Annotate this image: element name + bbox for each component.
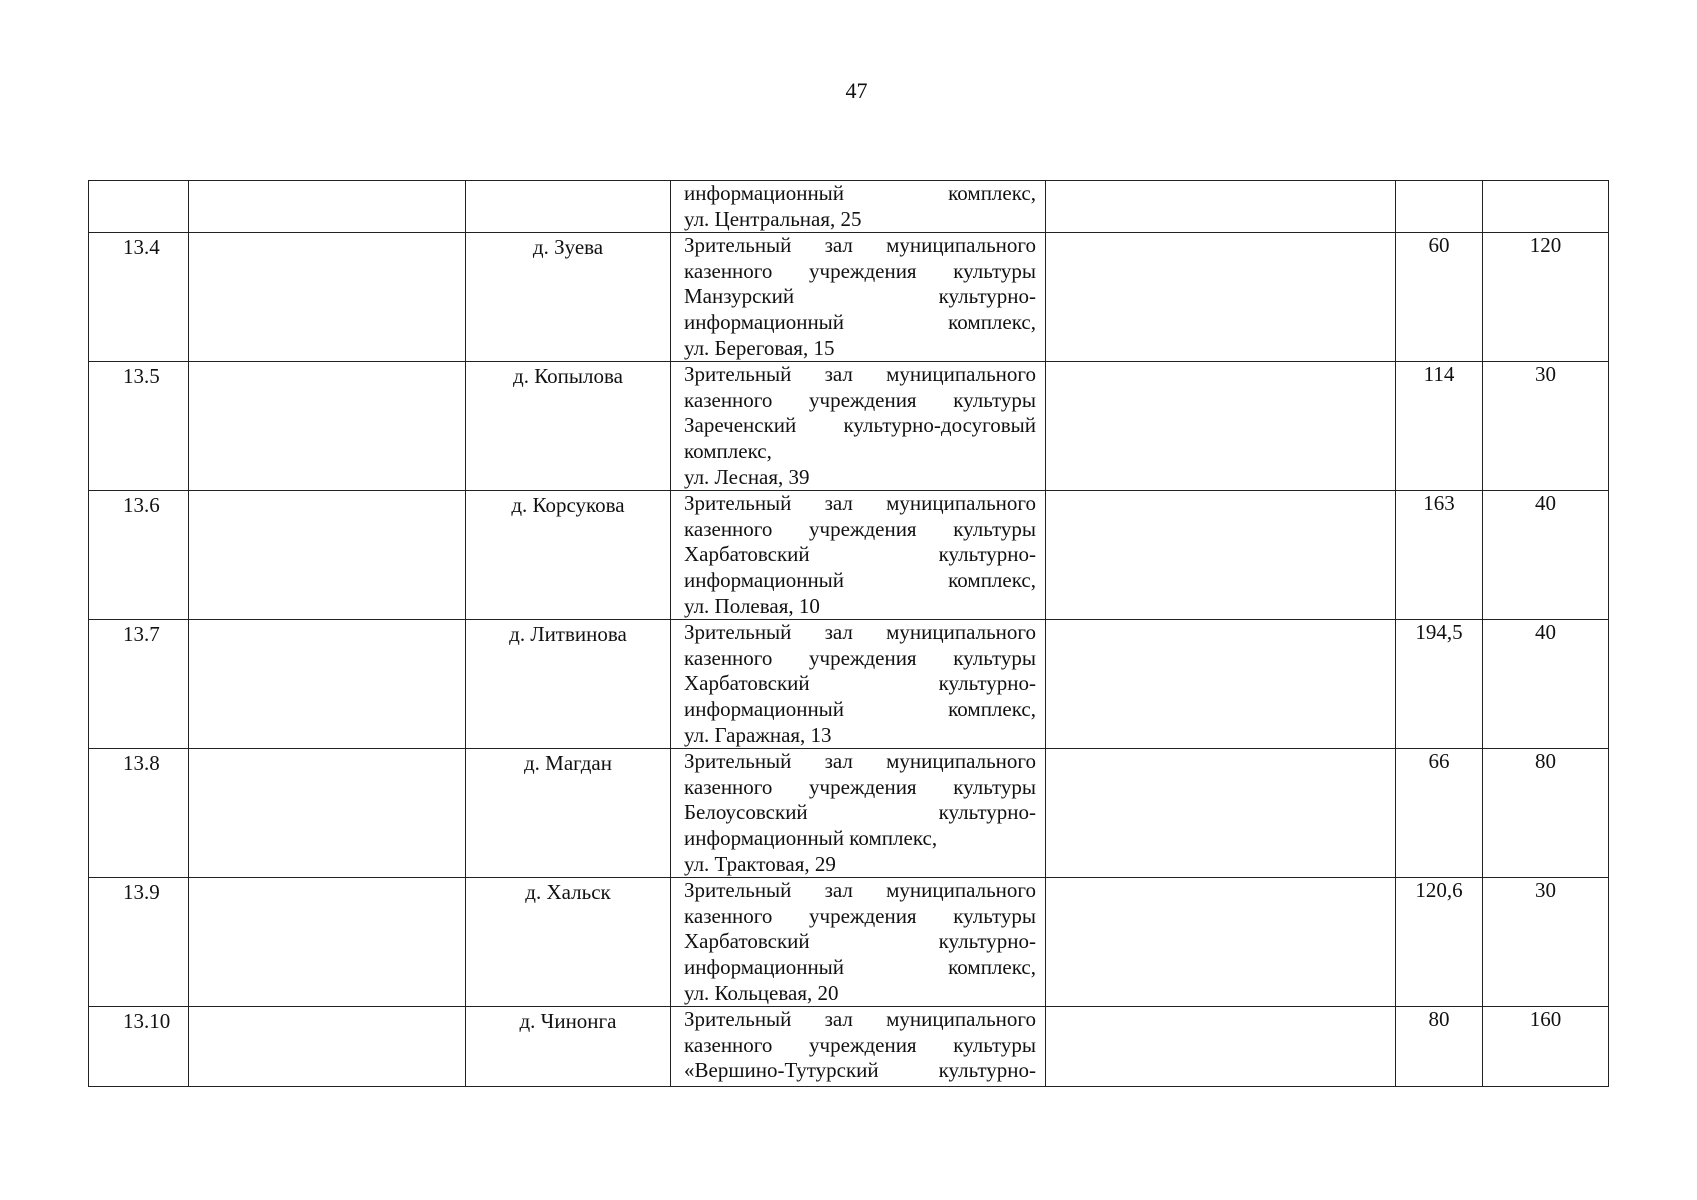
description-line: казенного учреждения культуры xyxy=(684,774,1036,799)
empty-cell xyxy=(189,233,466,362)
table-row xyxy=(89,620,1609,749)
area-value: 163 xyxy=(1396,491,1483,620)
row-number: 13.8 xyxy=(89,749,189,878)
description-line: Харбатовский культурно- xyxy=(684,929,1036,954)
description-line: Харбатовский культурно- xyxy=(684,671,1036,696)
empty-cell xyxy=(189,181,466,233)
description-line: Харбатовский культурно- xyxy=(684,542,1036,567)
seats-value: 40 xyxy=(1483,491,1609,620)
empty-cell xyxy=(1046,878,1396,1007)
description-line: ул. Полевая, 10 xyxy=(684,593,820,618)
empty-cell xyxy=(1046,1007,1396,1087)
seats-value: 80 xyxy=(1483,749,1609,878)
page-number: 47 xyxy=(845,78,868,103)
empty-cell xyxy=(189,1007,466,1087)
table-row xyxy=(89,362,1609,491)
empty-cell xyxy=(189,491,466,620)
row-number: 13.7 xyxy=(89,620,189,749)
description-line: ул. Гаражная, 13 xyxy=(684,722,832,747)
seats-value: 40 xyxy=(1483,620,1609,749)
table-row xyxy=(89,1007,1609,1087)
facility-description xyxy=(671,620,1046,749)
settlement-name: д. Зуева xyxy=(466,233,671,362)
settlement-name xyxy=(466,181,671,233)
row-number: 13.4 xyxy=(89,233,189,362)
description-line: «Вершино-Тутурский культурно- xyxy=(684,1058,1036,1083)
description-line: информационный комплекс, xyxy=(684,181,1036,205)
description-line: казенного учреждения культуры xyxy=(684,645,1036,670)
table-row xyxy=(89,749,1609,878)
settlement-name: д. Корсукова xyxy=(466,491,671,620)
table-row xyxy=(89,491,1609,620)
row-number: 13.9 xyxy=(89,878,189,1007)
description-line: казенного учреждения культуры xyxy=(684,387,1036,412)
description-line: Зрительный зал муниципального xyxy=(684,491,1036,516)
area-value: 114 xyxy=(1396,362,1483,491)
settlement-name: д. Хальск xyxy=(466,878,671,1007)
facility-description xyxy=(671,233,1046,362)
description-line: информационный комплекс, xyxy=(684,825,938,850)
area-value: 80 xyxy=(1396,1007,1483,1087)
table-row xyxy=(89,233,1609,362)
empty-cell xyxy=(1046,620,1396,749)
empty-cell xyxy=(1046,491,1396,620)
table-row xyxy=(89,878,1609,1007)
description-line: комплекс, xyxy=(684,438,772,463)
facility-description xyxy=(671,181,1046,233)
area-value: 120,6 xyxy=(1396,878,1483,1007)
facilities-table xyxy=(88,180,1609,1087)
facility-description xyxy=(671,362,1046,491)
description-line: Зрительный зал муниципального xyxy=(684,749,1036,774)
facility-description xyxy=(671,1007,1046,1087)
description-line: ул. Центральная, 25 xyxy=(684,206,862,231)
description-line: ул. Кольцевая, 20 xyxy=(684,980,839,1005)
area-value: 60 xyxy=(1396,233,1483,362)
empty-cell xyxy=(1046,181,1396,233)
description-line: Зрительный зал муниципального xyxy=(684,362,1036,387)
settlement-name: д. Магдан xyxy=(466,749,671,878)
row-number: 13.6 xyxy=(89,491,189,620)
empty-cell xyxy=(1046,749,1396,878)
description-line: ул. Лесная, 39 xyxy=(684,464,810,489)
empty-cell xyxy=(189,362,466,491)
empty-cell xyxy=(189,620,466,749)
description-line: Манзурский культурно- xyxy=(684,284,1036,309)
description-line: казенного учреждения культуры xyxy=(684,516,1036,541)
description-line: информационный комплекс, xyxy=(684,696,1036,721)
description-line: Зрительный зал муниципального xyxy=(684,620,1036,645)
row-number: 13.10 xyxy=(89,1007,189,1087)
seats-value: 120 xyxy=(1483,233,1609,362)
empty-cell xyxy=(1046,233,1396,362)
seats-value xyxy=(1483,181,1609,233)
description-line: ул. Береговая, 15 xyxy=(684,335,835,360)
facility-description xyxy=(671,749,1046,878)
description-line: Зрительный зал муниципального xyxy=(684,233,1036,258)
empty-cell xyxy=(189,749,466,878)
row-number xyxy=(89,181,189,233)
description-line: казенного учреждения культуры xyxy=(684,1032,1036,1057)
seats-value: 30 xyxy=(1483,878,1609,1007)
description-line: информационный комплекс, xyxy=(684,309,1036,334)
settlement-name: д. Копылова xyxy=(466,362,671,491)
description-line: ул. Трактовая, 29 xyxy=(684,851,836,876)
seats-value: 160 xyxy=(1483,1007,1609,1087)
description-line: Зрительный зал муниципального xyxy=(684,878,1036,903)
facility-description xyxy=(671,878,1046,1007)
description-line: казенного учреждения культуры xyxy=(684,903,1036,928)
description-line: казенного учреждения культуры xyxy=(684,258,1036,283)
description-line: информационный комплекс, xyxy=(684,954,1036,979)
settlement-name: д. Литвинова xyxy=(466,620,671,749)
area-value xyxy=(1396,181,1483,233)
description-line: информационный комплекс, xyxy=(684,567,1036,592)
area-value: 66 xyxy=(1396,749,1483,878)
empty-cell xyxy=(1046,362,1396,491)
row-number: 13.5 xyxy=(89,362,189,491)
area-value: 194,5 xyxy=(1396,620,1483,749)
description-line: Зареченский культурно-досуговый xyxy=(684,413,1036,438)
settlement-name: д. Чинонга xyxy=(466,1007,671,1087)
table-row xyxy=(89,181,1609,233)
description-line: Белоусовский культурно- xyxy=(684,800,1036,825)
facility-description xyxy=(671,491,1046,620)
empty-cell xyxy=(189,878,466,1007)
description-line: Зрительный зал муниципального xyxy=(684,1007,1036,1032)
seats-value: 30 xyxy=(1483,362,1609,491)
